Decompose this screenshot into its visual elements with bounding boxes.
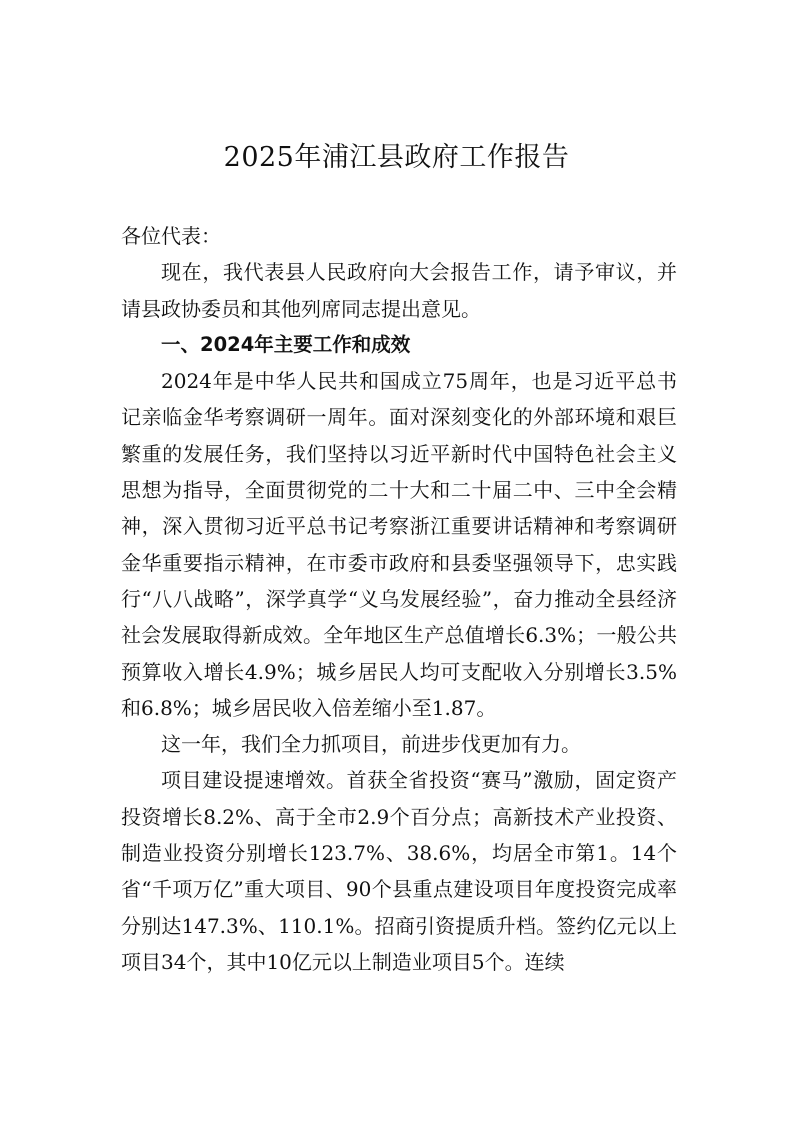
paragraph-intro: 现在，我代表县人民政府向大会报告工作，请予审议，并请县政协委员和其他列席同志提出意见。 <box>121 260 677 321</box>
page-title: 2025年浦江县政府工作报告 <box>223 142 570 173</box>
paragraph-overview: 2024年是中华人民共和国成立75周年，也是习近平总书记亲临金华考察调研一周年。面对深刻变化的外部环境和艰巨繁重的发展任务，我们坚持以习近平新时代中国特色社会主义思想为指导，全面贯彻党的二十大和二十届二中、三中全会精神，深入贯彻习近平总书记考察浙江重要讲话精神和考察调研金华重要指示精神，在市委市政府和县委坚强领导下，忠实践行“八八战略”，深学真学“义乌发展经验”，奋力推动全县经济社会发展取得新成效。全年地区生产总值增长6.3%；一般公共预算收入增长4.9%；城乡居民人均可支配收入分别增长3.5%和6.8%；城乡居民收入倍差缩小至1.87。 <box>121 369 677 720</box>
paragraph-projects-summary: 这一年，我们全力抓项目，前进步伐更加有力。 <box>161 732 581 757</box>
paragraph-projects-detail: 项目建设提速增效。首获全省投资“赛马”激励，固定资产投资增长8.2%、高于全市2.9个百分点；高新技术产业投资、制造业投资分别增长123.7%、38.6%，均居全市第1。14个省“千项万亿”重大项目、90个县重点建设项目年度投资完成率分别达147.3%、110.1%。招商引资提质升档。签约亿元以上项目34个，其中10亿元以上制造业项目5个。连续 <box>121 768 677 974</box>
section-heading: 一、2024年主要工作和成效 <box>161 332 411 356</box>
report-body <box>121 218 677 980</box>
salutation: 各位代表： <box>121 224 221 248</box>
